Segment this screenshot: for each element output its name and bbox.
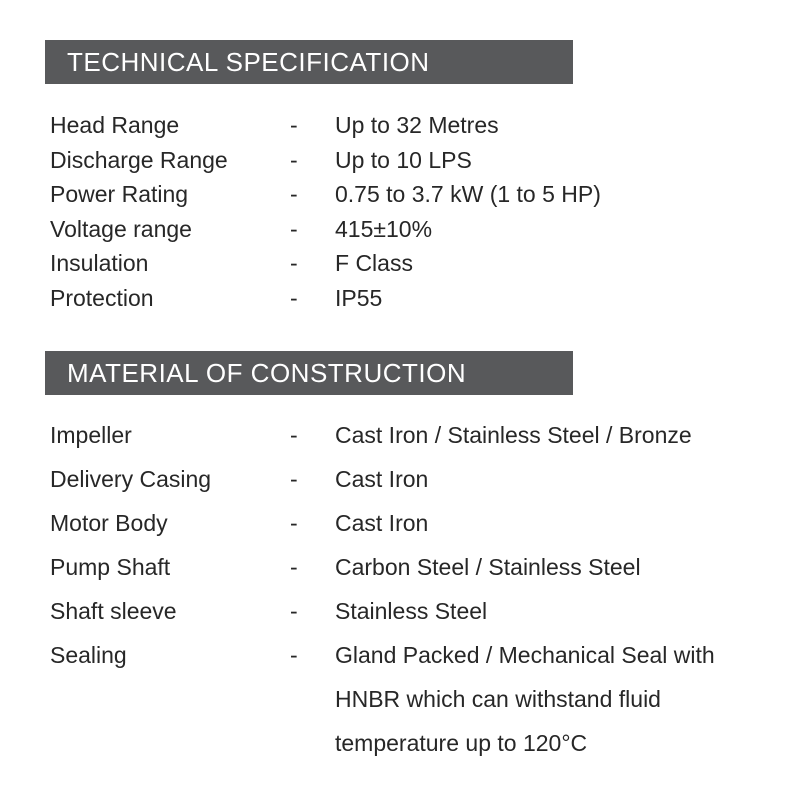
spec-row-shaft-sleeve <box>50 589 770 633</box>
separator-dash: - <box>290 215 298 242</box>
spec-row-label: Protection <box>50 284 154 311</box>
section-material-of-construction <box>0 351 800 765</box>
spec-row-motor-body <box>50 501 770 545</box>
spec-row-value <box>335 633 770 765</box>
section-title: MATERIAL OF CONSTRUCTION <box>67 358 467 388</box>
separator-dash: - <box>290 510 298 536</box>
spec-row-value: 415±10% <box>335 215 433 242</box>
spec-row-value: 0.75 to 3.7 kW (1 to 5 HP) <box>335 181 601 207</box>
spec-row-insulation <box>50 246 770 281</box>
separator-dash: - <box>290 250 298 276</box>
spec-row-value: Cast Iron <box>335 466 429 492</box>
spec-sheet <box>0 40 800 800</box>
section-technical-specification <box>0 40 800 315</box>
spec-row-protection <box>50 281 770 316</box>
separator-dash: - <box>290 466 298 492</box>
spec-row-head-range <box>50 108 770 143</box>
spec-row-voltage-range <box>50 212 770 247</box>
spec-row-label: Power Rating <box>50 181 189 207</box>
separator-dash: - <box>290 181 298 207</box>
section-header-material-of-construction <box>45 351 573 395</box>
spec-row-discharge-range <box>50 143 770 178</box>
spec-row-value: Cast Iron / Stainless Steel / Bronze <box>335 422 692 448</box>
spec-row-value: Up to 32 Metres <box>335 112 499 138</box>
spec-row-value: F Class <box>335 250 413 276</box>
spec-row-value: Carbon Steel / Stainless Steel <box>335 554 641 580</box>
separator-dash: - <box>290 554 298 580</box>
spec-rows-material <box>50 413 770 765</box>
spec-row-delivery-casing <box>50 457 770 501</box>
spec-row-power-rating <box>50 177 770 212</box>
spec-row-label: Motor Body <box>50 510 168 536</box>
spec-row-value: IP55 <box>335 284 383 311</box>
spec-row-value-line: HNBR which can withstand fluid <box>335 686 661 712</box>
spec-row-label: Impeller <box>50 422 132 448</box>
spec-row-label: Shaft sleeve <box>50 598 177 624</box>
separator-dash: - <box>290 284 298 311</box>
spec-row-label: Insulation <box>50 250 149 276</box>
spec-row-label: Discharge Range <box>50 146 228 173</box>
spec-row-value: Stainless Steel <box>335 598 488 624</box>
spec-row-value-line: Gland Packed / Mechanical Seal with <box>335 642 715 668</box>
spec-row-sealing <box>50 633 770 765</box>
spec-row-pump-shaft <box>50 545 770 589</box>
separator-dash: - <box>290 112 298 138</box>
spec-row-label: Voltage range <box>50 215 192 242</box>
section-header-technical-specification <box>45 40 573 84</box>
spec-row-impeller <box>50 413 770 457</box>
spec-row-label: Pump Shaft <box>50 554 171 580</box>
separator-dash: - <box>290 422 298 448</box>
spec-row-label: Sealing <box>50 642 127 668</box>
spec-row-value: Up to 10 LPS <box>335 146 472 173</box>
spec-row-label: Delivery Casing <box>50 466 212 492</box>
spec-rows-technical <box>50 108 770 315</box>
spec-row-label: Head Range <box>50 112 180 138</box>
separator-dash: - <box>290 642 298 668</box>
separator-dash: - <box>290 146 298 173</box>
separator-dash: - <box>290 598 298 624</box>
section-title: TECHNICAL SPECIFICATION <box>67 47 430 77</box>
spec-row-value-line: temperature up to 120°C <box>335 730 588 756</box>
spec-row-value: Cast Iron <box>335 510 429 536</box>
